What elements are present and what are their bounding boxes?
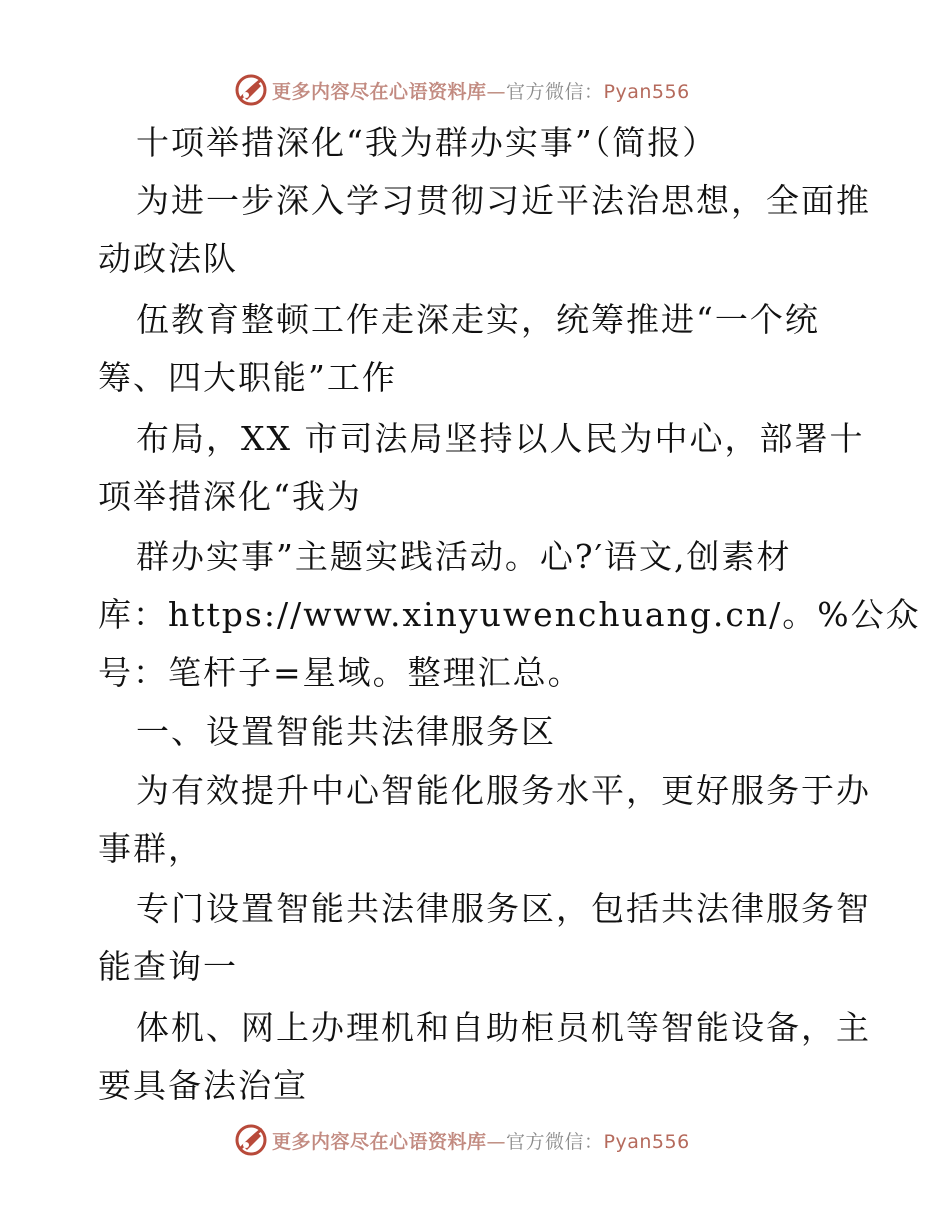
paragraph-line: 要具备法治宣: [98, 1066, 308, 1105]
watermark-banner-top: [0, 70, 950, 110]
paragraph-line: 项举措深化“我为: [98, 477, 362, 516]
watermark-banner-content: [234, 1122, 690, 1158]
watermark-colon: ：: [584, 80, 604, 103]
watermark-dash: —: [486, 1130, 507, 1153]
paragraph-line: 能查询一: [98, 947, 238, 986]
paragraph-line: 动政法队: [98, 239, 238, 278]
watermark-text: [272, 1127, 690, 1154]
paragraph-line: 体机、网上办理机和自助柜员机等智能设备，主: [136, 1008, 871, 1047]
pen-logo-icon: [234, 73, 268, 107]
paragraph-line: 库：https://www.xinyuwenchuang.cn/。%公众: [98, 595, 921, 634]
watermark-site-name: 更多内容尽在心语资料库: [272, 80, 487, 103]
paragraph-line: 群办实事”主题实践活动。心?′语文,创素材: [136, 537, 792, 576]
paragraph-line: 伍教育整顿工作走深走实，统筹推进“一个统: [136, 300, 820, 339]
watermark-banner-bottom: [0, 1120, 950, 1160]
watermark-wechat-id: Pyan556: [603, 1130, 690, 1153]
watermark-official-label: 官方微信: [506, 80, 585, 103]
pen-logo-icon: [234, 1123, 268, 1157]
paragraph-line: 筹、四大职能”工作: [98, 358, 397, 397]
watermark-wechat-id: Pyan556: [603, 80, 690, 103]
watermark-text: [272, 77, 690, 104]
watermark-colon: ：: [584, 1130, 604, 1153]
section-heading: 一、设置智能共法律服务区: [136, 712, 556, 751]
paragraph-line: 布局，XX 市司法局坚持以人民为中心，部署十: [136, 419, 865, 458]
document-title: 十项举措深化“我为群办实事”（简报）: [136, 123, 718, 162]
watermark-dash: —: [486, 80, 507, 103]
paragraph-line: 为有效提升中心智能化服务水平，更好服务于办: [136, 771, 871, 810]
paragraph-line: 专门设置智能共法律服务区，包括共法律服务智: [136, 889, 871, 928]
watermark-site-name: 更多内容尽在心语资料库: [272, 1130, 487, 1153]
paragraph-line: 号：笔杆子=星域。整理汇总。: [98, 653, 583, 692]
watermark-official-label: 官方微信: [506, 1130, 585, 1153]
paragraph-line: 事群，: [98, 829, 203, 868]
watermark-banner-content: [234, 72, 690, 108]
paragraph-line: 为进一步深入学习贯彻习近平法治思想，全面推: [136, 181, 871, 220]
